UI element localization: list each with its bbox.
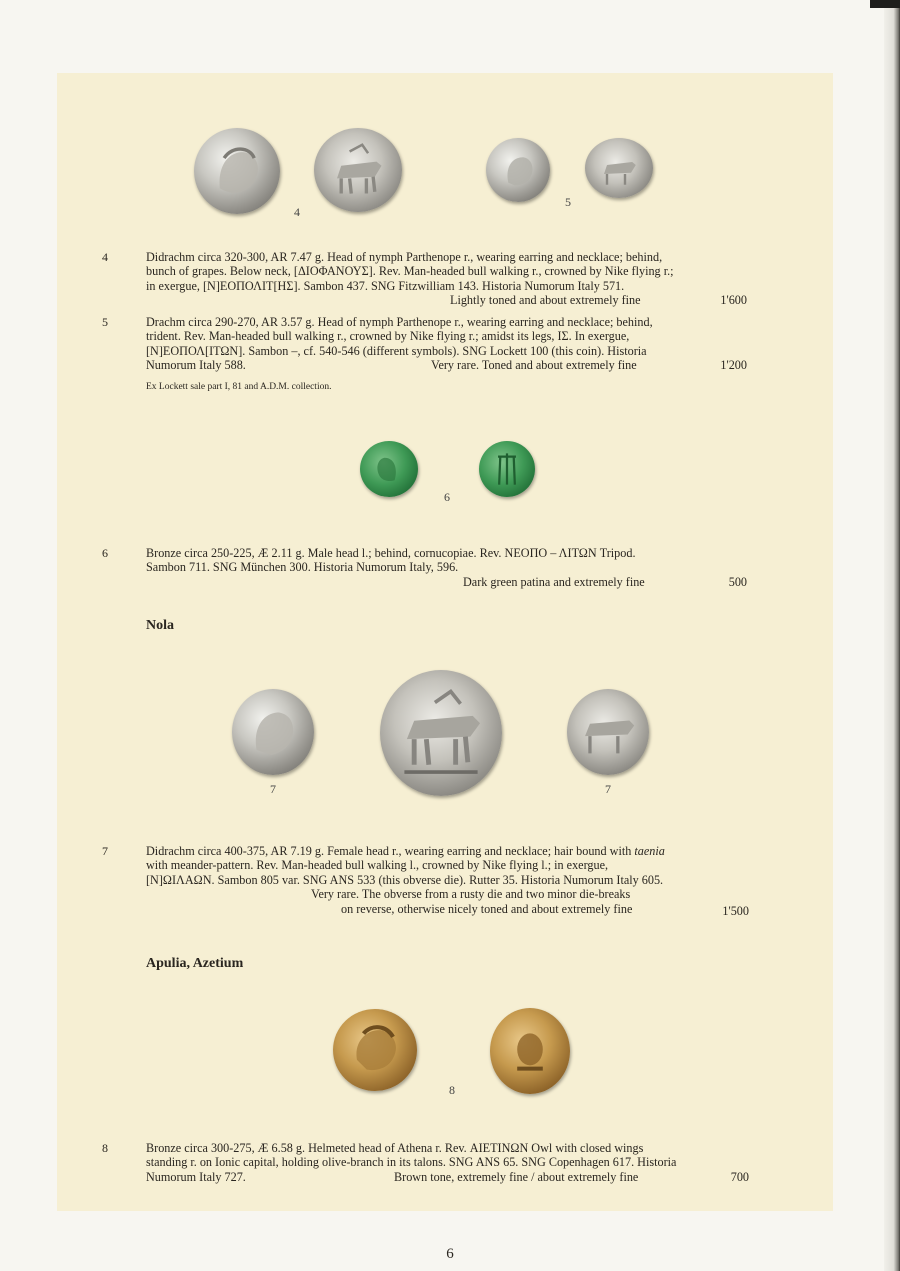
coin-5-obverse-image xyxy=(486,138,550,202)
coin-4-obverse-image xyxy=(194,128,280,214)
lot-number-6: 6 xyxy=(102,546,108,560)
figure-label-8: 8 xyxy=(449,1083,455,1097)
lot-7-line-1-text: Didrachm circa 400-375, AR 7.19 g. Female head r., wearing earring and necklace; hair bound with xyxy=(146,844,635,858)
lot-8-grade: Brown tone, extremely fine / about extremely fine xyxy=(394,1170,639,1184)
coin-7-reverse-detail-image xyxy=(567,689,649,775)
page-edge-shadow xyxy=(870,0,900,8)
figure-label-6: 6 xyxy=(444,490,450,504)
lot-6-line-1: Bronze circa 250-225, Æ 2.11 g. Male head l.; behind, cornucopiae. Rev. ΝΕΟΠΟ – ΛΙΤΩΝ Tripod. xyxy=(146,546,636,560)
lot-7-grade-line-1: Very rare. The obverse from a rusty die and two minor die-breaks xyxy=(311,887,631,901)
lot-number-7: 7 xyxy=(102,844,108,858)
page-number: 6 xyxy=(446,1246,454,1262)
coin-4-reverse-image xyxy=(314,128,402,212)
lot-7-description xyxy=(146,844,749,887)
lot-number-8: 8 xyxy=(102,1141,108,1155)
lot-8-line-1: Bronze circa 300-275, Æ 6.58 g. Helmeted head of Athena r. Rev. ΑΙΕΤΙΝΩΝ Owl with closed wings xyxy=(146,1141,644,1155)
lot-4-description xyxy=(146,250,749,293)
lot-6-grade: Dark green patina and extremely fine xyxy=(463,575,645,589)
lot-7-grade-line-2: on reverse, otherwise nicely toned and about extremely fine xyxy=(341,902,633,916)
lot-number-5: 5 xyxy=(102,315,108,329)
lot-4-grade: Lightly toned and about extremely fine xyxy=(450,293,641,307)
lot-6-description xyxy=(146,546,749,575)
lot-8-line-3: Numorum Italy 727. xyxy=(146,1169,246,1184)
lot-8-price: 700 xyxy=(730,1170,749,1184)
lot-7-line-1-italic: taenia xyxy=(634,844,665,858)
lot-5-line-4: Numorum Italy 588. xyxy=(146,358,246,373)
coin-7-reverse-image xyxy=(380,670,502,796)
lot-5-price: 1'200 xyxy=(720,358,747,372)
lot-5-grade: Very rare. Toned and about extremely fine xyxy=(431,358,637,372)
lot-number-4: 4 xyxy=(102,250,108,264)
lot-6-line-2: Sambon 711. SNG München 300. Historia Numorum Italy, 596. xyxy=(146,560,459,575)
lot-5-line-1: Drachm circa 290-270, AR 3.57 g. Head of nymph Parthenope r., wearing earring and necklace; behind, xyxy=(146,315,653,329)
lot-4-line-1: Didrachm circa 320-300, AR 7.47 g. Head of nymph Parthenope r., wearing earring and necklace; behind, xyxy=(146,250,663,264)
figure-label-5: 5 xyxy=(565,195,571,209)
coin-6-obverse-image xyxy=(360,441,418,497)
lot-5-line-2: trident. Rev. Man-headed bull walking r., crowned by Nike flying r.; amidst its legs, ΙΣ. In exergue, xyxy=(146,329,630,344)
figure-label-7a: 7 xyxy=(270,782,276,796)
coin-8-obverse-image xyxy=(333,1009,417,1091)
section-heading-apulia-azetium: Apulia, Azetium xyxy=(146,956,244,971)
lot-4-line-3: in exergue, [N]ΕΟΠΟΛΙΤ[ΗΣ]. Sambon 437. SNG Fitzwilliam 143. Historia Numorum Italy 571. xyxy=(146,278,625,293)
figure-label-7b: 7 xyxy=(605,782,611,796)
lot-7-line-1 xyxy=(146,844,749,858)
catalogue-panel xyxy=(57,73,833,1211)
lot-8-line-2: standing r. on Ionic capital, holding olive-branch in its talons. SNG ANS 65. SNG Copenhagen 617. Historia xyxy=(146,1155,677,1170)
lot-7-price: 1'500 xyxy=(722,904,749,918)
figure-label-4: 4 xyxy=(294,205,300,219)
lot-5-line-3: [N]ΕΟΠΟΛ[ΙΤΩΝ]. Sambon –, cf. 540-546 (different symbols). SNG Lockett 100 (this coin). Historia xyxy=(146,343,647,358)
page-edge xyxy=(884,0,900,1271)
lot-4-price: 1'600 xyxy=(720,293,747,307)
coin-7-obverse-image xyxy=(232,689,314,775)
lot-6-price: 500 xyxy=(728,575,747,589)
lot-4-line-2: bunch of grapes. Below neck, [ΔΙΟΦΑΝΟΥΣ]. Rev. Man-headed bull walking r., crowned by Nike flying r.; xyxy=(146,264,674,279)
coin-5-reverse-image xyxy=(585,138,653,198)
coin-8-reverse-image xyxy=(490,1008,570,1094)
lot-7-line-3: [N]ΩΙΛΑΩΝ. Sambon 805 var. SNG ANS 533 (this obverse die). Rutter 35. Historia Numorum Italy 605. xyxy=(146,872,664,887)
section-heading-nola: Nola xyxy=(146,618,174,633)
coin-6-reverse-image xyxy=(479,441,535,497)
lot-7-line-2: with meander-pattern. Rev. Man-headed bull walking l., crowned by Nike flying l.; in exergue, xyxy=(146,858,609,873)
lot-5-provenance: Ex Lockett sale part I, 81 and A.D.M. collection. xyxy=(146,382,332,392)
